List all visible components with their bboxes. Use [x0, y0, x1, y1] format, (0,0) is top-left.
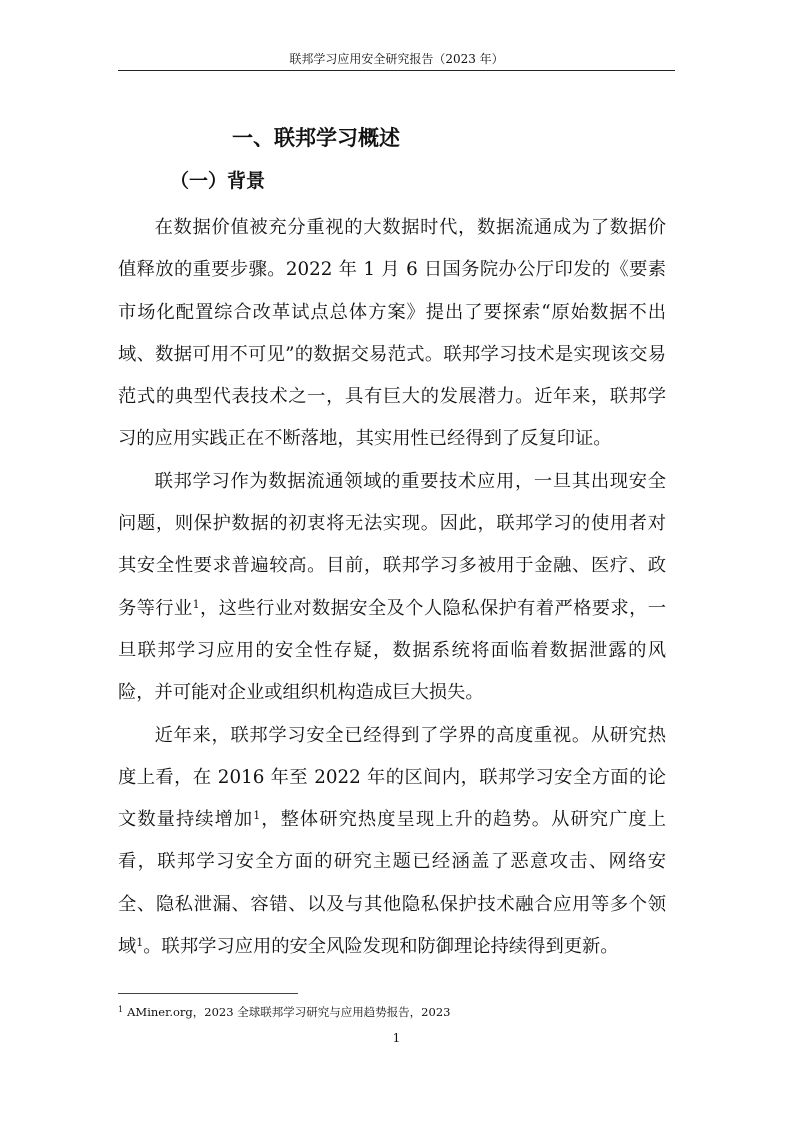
body-text	[118, 207, 666, 968]
paragraph-1: 在数据价值被充分重视的大数据时代，数据流通成为了数据价值释放的重要步骤。2022 年 1 月 6 日国务院办公厅印发的《要素市场化配置综合改革试点总体方案》提出了要探索“原始数据不出域、数据可用不可见”的数据交易范式。联邦学习技术是实现该交易范式的典型代表技术之一，具有巨大的发展潜力。近年来，联邦学习的应用实践正在不断落地，其实用性已经得到了反复印证。	[118, 217, 666, 450]
footnote-marker: 1	[118, 1004, 124, 1014]
footnote	[118, 1003, 450, 1021]
subsection-heading: （一）背景	[170, 170, 266, 192]
running-header: 联邦学习应用安全研究报告（2023 年）	[118, 48, 675, 71]
footnote-divider	[118, 993, 298, 994]
paragraph-3: 近年来，联邦学习安全已经得到了学界的高度重视。从研究热度上看，在 2016 年至 2022 年的区间内，联邦学习安全方面的论文数量持续增加$^1$，整体研究热度呈现上升的趋势。从研究广度上看，联邦学习安全方面的研究主题已经涵盖了恶意攻击、网络安全、隐私泄漏、容错、以及与其他隐私保护技术融合应用等多个领域$^1$。联邦学习应用的安全风险发现和防御理论持续得到更新。	[118, 724, 667, 958]
footnote-ref: 1	[192, 597, 200, 611]
page-number: 1	[392, 1031, 401, 1045]
paragraph-2: 联邦学习作为数据流通领域的重要技术应用，一旦其出现安全问题，则保护数据的初衷将无法实现。因此，联邦学习的使用者对其安全性要求普遍较高。目前，联邦学习多被用于金融、医疗、政务等行业$^1$，这些行业对数据安全及个人隐私保护有着严格要求，一旦联邦学习应用的安全性存疑，数据系统将面临着数据泄露的风险，并可能对企业或组织机构造成巨大损失。	[118, 470, 667, 704]
section-heading: 一、联邦学习概述	[232, 126, 400, 150]
footnote-ref: 1	[253, 809, 261, 823]
footnote-ref: 1	[136, 936, 144, 950]
footnote-text: AMiner.org，2023 全球联邦学习研究与应用趋势报告，2023	[127, 1005, 451, 1019]
